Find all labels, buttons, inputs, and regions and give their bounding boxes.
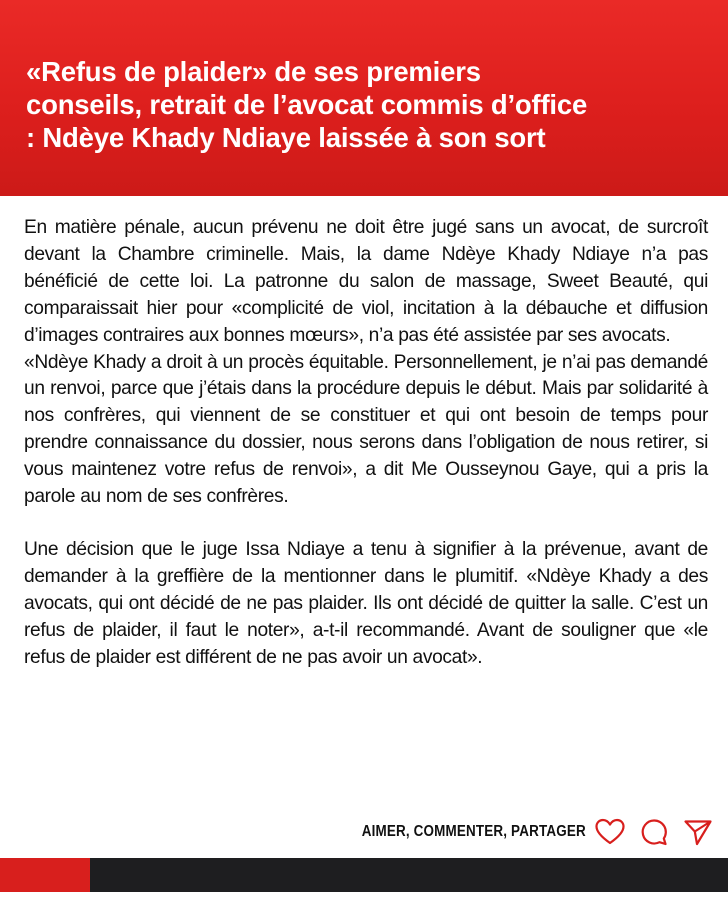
headline-line: conseils, retrait de l’avocat commis d’office	[26, 89, 588, 120]
footer-bar-dark	[90, 858, 728, 892]
footer-bar-accent	[0, 858, 90, 892]
article-paragraph: Une décision que le juge Issa Ndiaye a tenu à signifier à la prévenue, avant de demander à la greffière de la mentionner dans le plumitif. «Ndèye Khady a des avocats, qui ont décidé de ne pas plaider. Ils ont décidé de quitter la salle. C’est un refus de plaider, il faut le noter», a-t-il recommandé. Avant de souligner que «le refus de plaider est différent de ne pas avoir un avocat».	[24, 538, 708, 668]
headline-banner	[0, 0, 728, 196]
article-body	[24, 215, 708, 672]
share-label: AIMER, COMMENTER, PARTAGER	[361, 823, 586, 840]
article-paragraph: En matière pénale, aucun prévenu ne doit être jugé sans un avocat, de surcroît devant la Chambre criminelle. Mais, la dame Ndèye Khady Ndiaye n’a pas bénéficié de cette loi. La patronne du salon de massage, Sweet Beauté, qui comparaissait hier pour «complicité de viol, incitation à la débauche et diffusion d’images contraires aux bonnes mœurs», n’a pas été assistée par ses avocats.	[24, 217, 708, 346]
headline-line: : Ndèye Khady Ndiaye laissée à son sort	[26, 122, 546, 153]
article-paragraph: «Ndèye Khady a droit à un procès équitable. Personnellement, je n’ai pas demandé un renvoi, parce que j’étais dans la procédure depuis le début. Mais par solidarité à nos confrères, qui viennent de se constituer et qui ont besoin de temps pour prendre connaissance du dossier, nous serons dans l’obligation de nous retirer, si vous maintenez votre refus de renvoi», a dit Me Ousseynou Gaye, qui a pris la parole au nom de ses confrères.	[24, 351, 708, 508]
headline	[26, 55, 716, 154]
heart-icon[interactable]	[594, 816, 626, 848]
send-icon[interactable]	[682, 816, 714, 848]
share-bar	[319, 815, 714, 849]
headline-line: «Refus de plaider» de ses premiers	[26, 56, 481, 87]
comment-icon[interactable]	[638, 816, 670, 848]
footer-bar	[0, 858, 728, 892]
